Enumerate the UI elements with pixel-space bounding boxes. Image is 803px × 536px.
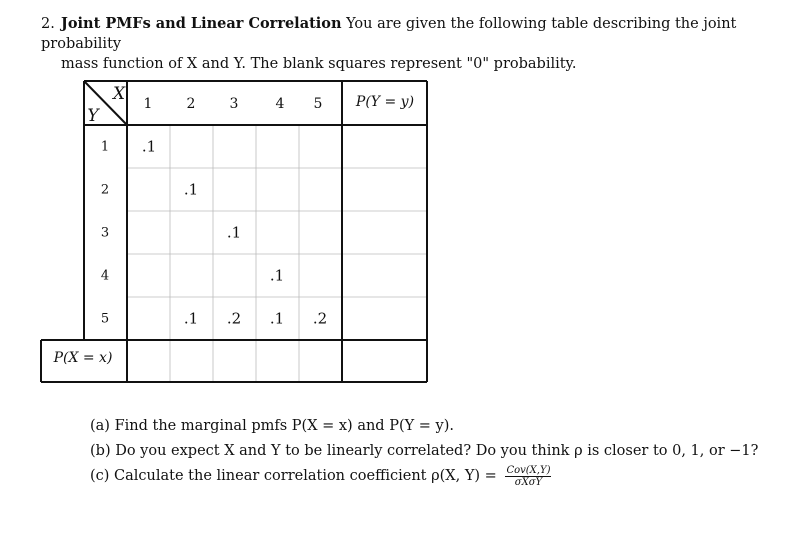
question-c-text: (c) Calculate the linear correlation coefficient ρ(X, Y) = [90, 468, 497, 484]
marginal-y-header: P(Y = y) [355, 94, 415, 110]
corner-y-label: Y [87, 106, 99, 126]
fraction-numerator: Cov(X,Y) [506, 464, 551, 476]
cell-value: .1 [226, 223, 242, 242]
problem-title: Joint PMFs and Linear Correlation [61, 15, 342, 32]
corner-x-label: X [112, 84, 126, 104]
problem-number: 2. [41, 16, 55, 32]
y-header-3: 3 [100, 225, 110, 241]
cell-value: .1 [141, 137, 157, 156]
x-header-2: 2 [186, 96, 196, 112]
y-header-2: 2 [100, 182, 110, 198]
cell-value: .1 [183, 309, 199, 328]
question-a: (a) Find the marginal pmfs P(X = x) and P(Y = y). [90, 418, 455, 434]
question-c [90, 464, 790, 489]
cell-value: .2 [312, 309, 328, 328]
cell-value: .1 [269, 266, 285, 285]
cell-value: .1 [269, 309, 285, 328]
question-b: (b) Do you expect X and Y to be linearly correlated? Do you think ρ is closer to 0, 1, or −1? [90, 443, 759, 459]
y-header-5: 5 [100, 311, 110, 327]
fraction-denominator: σXσY [514, 476, 543, 488]
x-header-3: 3 [229, 96, 239, 112]
marginal-x-header: P(X = x) [53, 350, 113, 366]
problem-intro-line1: You are given the following table describing the joint probability [41, 16, 737, 52]
x-header-4: 4 [275, 96, 285, 112]
problem-intro-line2: mass function of X and Y. The blank squares represent "0" probability. [61, 56, 577, 72]
x-header-5: 5 [313, 96, 323, 112]
cell-value: .1 [183, 180, 199, 199]
cell-value: .2 [226, 309, 242, 328]
y-header-1: 1 [100, 139, 110, 155]
y-header-4: 4 [100, 268, 110, 284]
questions [90, 414, 790, 489]
correlation-fraction [505, 465, 551, 488]
x-header-1: 1 [143, 96, 153, 112]
